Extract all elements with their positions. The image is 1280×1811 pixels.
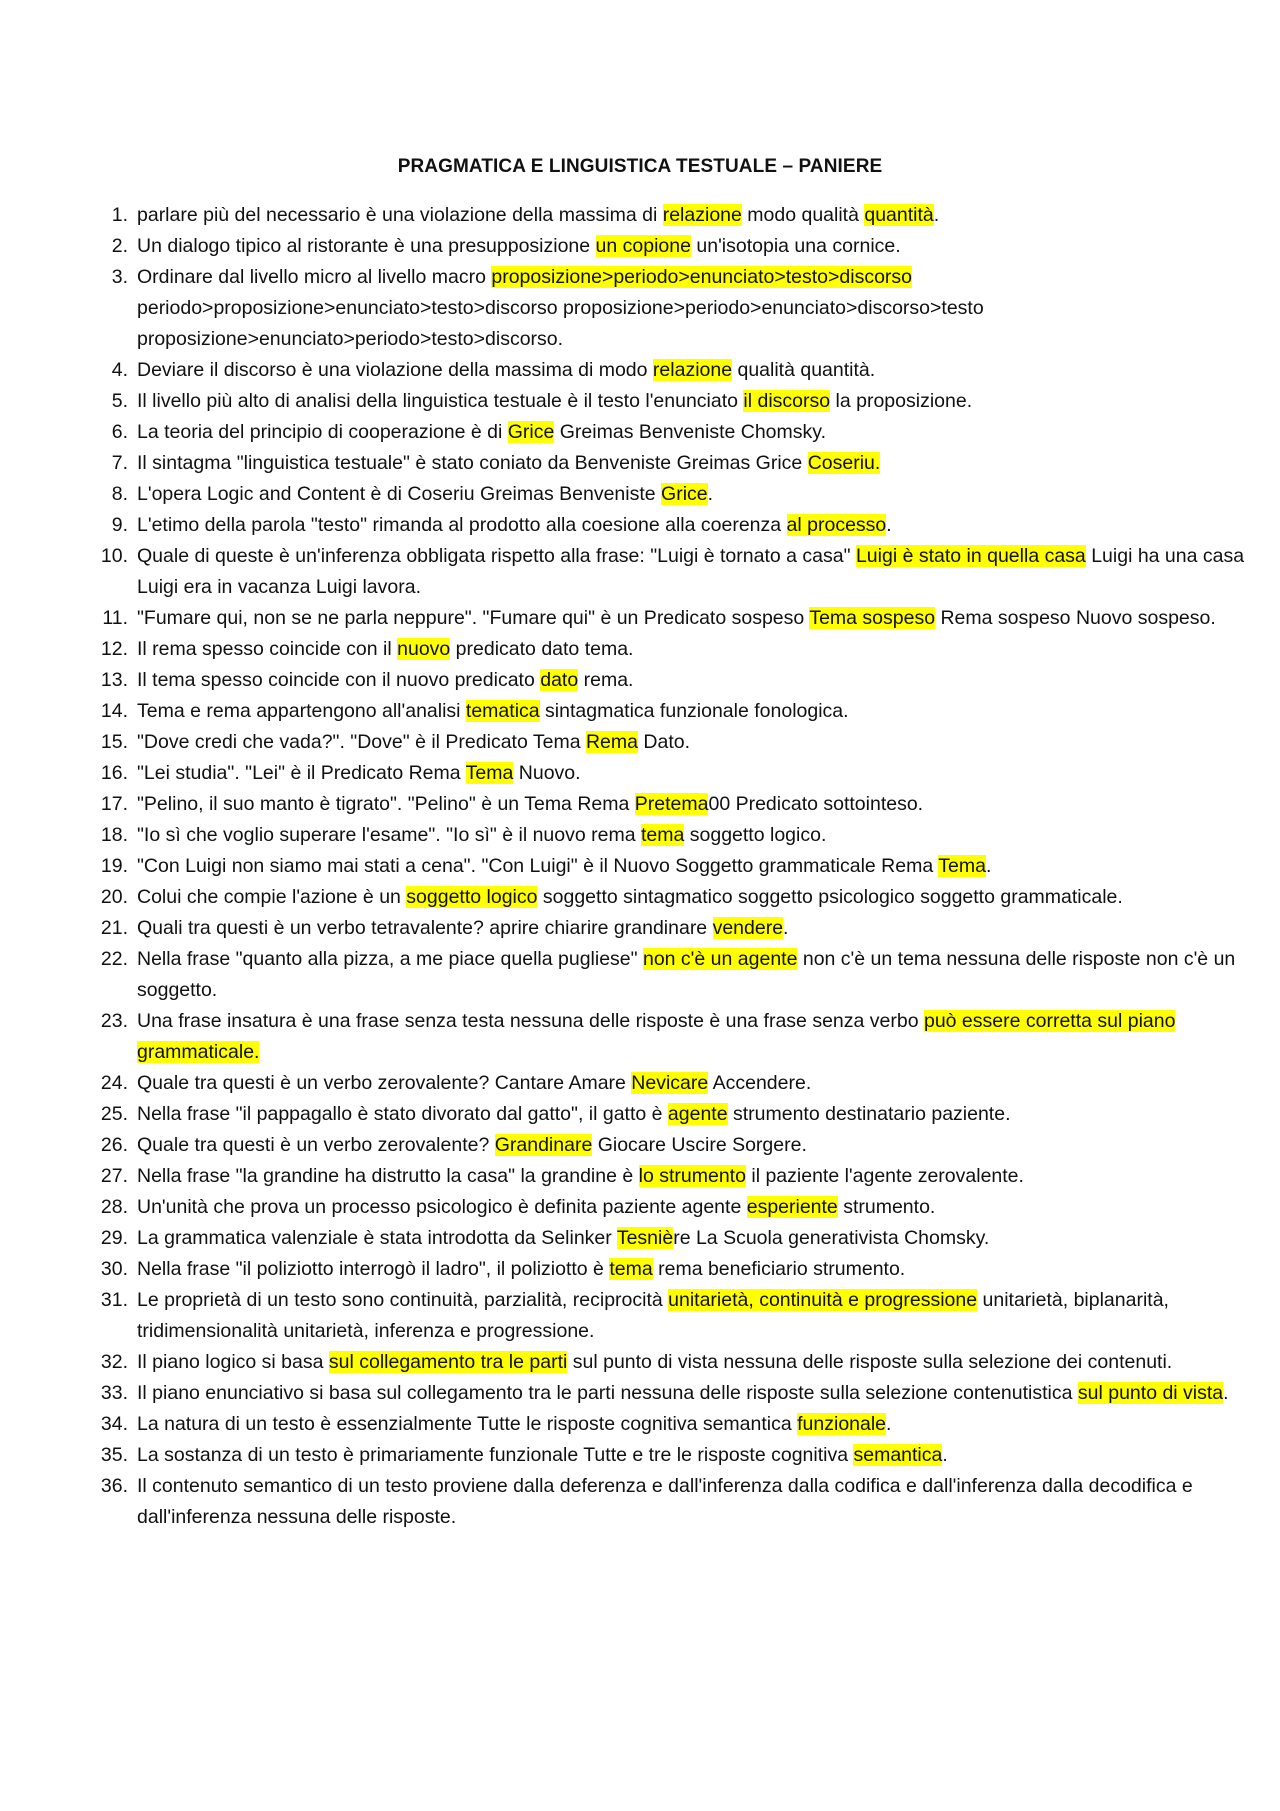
item-text	[137, 235, 901, 257]
highlighted-answer: può essere corretta sul piano grammaticale.	[137, 1010, 1176, 1063]
item-number: 2.	[111, 235, 128, 257]
text-segment: Un'unità che prova un processo psicologico è definita paziente agente	[137, 1196, 747, 1218]
list-item	[88, 882, 1253, 913]
list-item	[88, 541, 1253, 603]
item-number: 12.	[100, 638, 128, 660]
text-segment: Colui che compie l'azione è un	[137, 886, 407, 908]
item-number: 10.	[100, 545, 128, 567]
text-segment: "Lei studia". "Lei" è il Predicato Rema	[137, 762, 466, 784]
highlighted-answer: tema	[640, 824, 685, 846]
text-segment: La grammatica valenziale è stata introdotta da Selinker	[137, 1227, 617, 1249]
text-segment: Tema e rema appartengono all'analisi	[137, 700, 466, 722]
highlighted-answer: dato	[540, 669, 579, 691]
list-item	[88, 1285, 1253, 1347]
text-segment: soggetto logico.	[684, 824, 827, 846]
item-number: 13.	[100, 669, 128, 691]
list-item	[88, 200, 1253, 231]
text-segment: rema.	[578, 669, 634, 691]
text-segment: "Pelino, il suo manto è tigrato". "Pelino" è un Tema Rema	[137, 793, 635, 815]
item-text	[137, 1289, 1169, 1342]
highlighted-answer: nuovo	[397, 638, 451, 660]
list-item	[88, 727, 1253, 758]
list-item	[88, 1409, 1253, 1440]
highlighted-answer: Grice	[661, 483, 708, 505]
text-segment: Quali tra questi è un verbo tetravalente? aprire chiarire grandinare	[137, 917, 713, 939]
highlighted-answer: esperiente	[746, 1196, 838, 1218]
highlighted-answer: unitarietà, continuità e progressione	[668, 1289, 978, 1311]
list-item	[88, 355, 1253, 386]
item-number: 24.	[100, 1072, 128, 1094]
item-number: 17.	[100, 793, 128, 815]
item-text	[137, 204, 939, 226]
item-text	[137, 886, 1123, 908]
text-segment: Il tema spesso coincide con il nuovo predicato	[137, 669, 541, 691]
text-segment: un'isotopia una cornice.	[690, 235, 901, 257]
text-segment: L'etimo della parola "testo" rimanda al prodotto alla coesione alla coerenza	[137, 514, 787, 536]
list-item	[88, 1223, 1253, 1254]
text-segment: Il sintagma "linguistica testuale" è stato coniato da Benveniste Greimas Grice	[137, 452, 808, 474]
list-item	[88, 1440, 1253, 1471]
item-text	[137, 1227, 989, 1249]
item-text	[137, 1258, 905, 1280]
list-item	[88, 1068, 1253, 1099]
list-item	[88, 1347, 1253, 1378]
highlighted-answer: relazione	[652, 359, 733, 381]
highlighted-answer: al processo	[786, 514, 887, 536]
highlighted-answer: Tema	[938, 855, 986, 877]
text-segment: soggetto sintagmatico soggetto psicologico soggetto grammaticale.	[537, 886, 1123, 908]
text-segment: Greimas Benveniste Chomsky.	[554, 421, 826, 443]
text-segment: Le proprietà di un testo sono continuità, parzialità, reciprocità	[137, 1289, 669, 1311]
text-segment: "Con Luigi non siamo mai stati a cena". "Con Luigi" è il Nuovo Soggetto grammaticale Rema	[137, 855, 939, 877]
list-item	[88, 510, 1253, 541]
list-item	[88, 1192, 1253, 1223]
highlighted-answer: sul collegamento tra le parti	[328, 1351, 568, 1373]
item-number: 19.	[100, 855, 128, 877]
item-text	[137, 545, 1244, 598]
item-number: 9.	[111, 514, 128, 536]
item-number: 18.	[100, 824, 128, 846]
text-segment: "Io sì che voglio superare l'esame". "Io sì" è il nuovo rema	[137, 824, 641, 846]
item-text	[137, 452, 880, 474]
question-list	[88, 200, 1253, 1533]
item-text	[137, 1475, 1193, 1528]
item-text	[137, 669, 633, 691]
list-item	[88, 665, 1253, 696]
highlighted-answer: semantica	[853, 1444, 943, 1466]
text-segment: La teoria del principio di cooperazione è di	[137, 421, 508, 443]
highlighted-answer: tematica	[465, 700, 540, 722]
text-segment: "Dove credi che vada?". "Dove" è il Predicato Tema	[137, 731, 586, 753]
text-segment: .	[886, 514, 892, 536]
list-item	[88, 417, 1253, 448]
list-item	[88, 603, 1253, 634]
highlighted-answer: Luigi è stato in quella casa	[855, 545, 1086, 567]
text-segment: Il rema spesso coincide con il	[137, 638, 398, 660]
item-number: 30.	[100, 1258, 128, 1280]
text-segment: L'opera Logic and Content è di Coseriu Greimas Benveniste	[137, 483, 662, 505]
text-segment: unitarietà, biplanarità, tridimensionalità unitarietà, inferenza e progressione.	[137, 1289, 1169, 1342]
highlighted-answer: soggetto logico	[406, 886, 538, 908]
item-text	[137, 1413, 891, 1435]
item-number: 27.	[100, 1165, 128, 1187]
item-number: 25.	[100, 1103, 128, 1125]
list-item	[88, 634, 1253, 665]
list-item	[88, 851, 1253, 882]
item-text	[137, 762, 581, 784]
text-segment: Una frase insatura è una frase senza testa nessuna delle risposte è una frase senza verbo	[137, 1010, 924, 1032]
list-item	[88, 758, 1253, 789]
item-text	[137, 793, 923, 815]
item-text	[137, 1351, 1172, 1373]
text-segment: Nella frase "la grandine ha distrutto la casa" la grandine è	[137, 1165, 639, 1187]
list-item	[88, 262, 1253, 355]
list-item	[88, 448, 1253, 479]
item-number: 22.	[100, 948, 128, 970]
text-segment: .	[707, 483, 714, 505]
text-segment: .	[942, 1444, 948, 1466]
text-segment: 00 Predicato sottointeso.	[708, 793, 924, 815]
list-item	[88, 1161, 1253, 1192]
item-number: 32.	[100, 1351, 128, 1373]
item-text	[137, 1196, 935, 1218]
list-item	[88, 1099, 1253, 1130]
item-text	[137, 824, 826, 846]
list-item	[88, 1006, 1253, 1068]
highlighted-answer: Tema sospeso	[809, 607, 936, 629]
highlighted-answer: vendere	[712, 917, 784, 939]
text-segment: .	[985, 855, 992, 877]
item-number: 29.	[100, 1227, 128, 1249]
item-number: 23.	[100, 1010, 128, 1032]
item-text	[137, 514, 892, 536]
text-segment: .	[783, 917, 789, 939]
highlighted-answer: agente	[667, 1103, 728, 1125]
item-text	[137, 917, 788, 939]
text-segment: Un dialogo tipico al ristorante è una presupposizione	[137, 235, 596, 257]
item-number: 31.	[100, 1289, 128, 1311]
text-segment: Quale tra questi è un verbo zerovalente? Cantare Amare	[137, 1072, 632, 1094]
highlighted-answer: sul punto di vista	[1077, 1382, 1224, 1404]
list-item	[88, 1378, 1253, 1409]
text-segment: "Fumare qui, non se ne parla neppure". "Fumare qui" è un Predicato sospeso	[137, 607, 810, 629]
highlighted-answer: il discorso	[743, 390, 831, 412]
item-text	[137, 1010, 1175, 1063]
item-number: 34.	[100, 1413, 128, 1435]
item-number: 16.	[100, 762, 128, 784]
item-text	[137, 421, 826, 443]
list-item	[88, 696, 1253, 727]
item-number: 11.	[102, 607, 128, 629]
item-text	[137, 1134, 807, 1156]
item-text	[137, 1103, 1011, 1125]
item-text	[137, 483, 713, 505]
highlighted-answer: Rema	[585, 731, 638, 753]
item-number: 28.	[100, 1196, 128, 1218]
text-segment: .	[1223, 1382, 1229, 1404]
list-item	[88, 820, 1253, 851]
highlighted-answer: quantità	[864, 204, 934, 226]
highlighted-answer: Nevicare	[631, 1072, 709, 1094]
highlighted-answer: Tesniè	[616, 1227, 674, 1249]
text-segment: Nella frase "il pappagallo è stato divorato dal gatto", il gatto è	[137, 1103, 668, 1125]
item-text	[137, 731, 690, 753]
item-text	[137, 266, 984, 350]
text-segment: modo qualità	[741, 204, 865, 226]
text-segment: re La Scuola generativista Chomsky.	[673, 1227, 990, 1249]
text-segment: Nuovo.	[513, 762, 581, 784]
item-text	[137, 359, 875, 381]
list-item	[88, 1130, 1253, 1161]
highlighted-answer: Tema	[465, 762, 514, 784]
text-segment: non c'è un tema nessuna delle risposte non c'è un soggetto.	[137, 948, 1236, 1001]
text-segment: La natura di un testo è essenzialmente Tutte le risposte cognitiva semantica	[137, 1413, 798, 1435]
text-segment: Quale di queste è un'inferenza obbligata rispetto alla frase: "Luigi è tornato a casa"	[137, 545, 856, 567]
list-item	[88, 1471, 1253, 1533]
text-segment: sul punto di vista nessuna delle risposte sulla selezione dei contenuti.	[567, 1351, 1173, 1373]
text-segment: Dato.	[638, 731, 691, 753]
text-segment: Ordinare dal livello micro al livello macro	[137, 266, 492, 288]
highlighted-answer: Grandinare	[494, 1134, 593, 1156]
highlighted-answer: relazione	[662, 204, 742, 226]
item-text	[137, 1165, 1024, 1187]
item-text	[137, 700, 849, 722]
text-segment: Luigi ha una casa Luigi era in vacanza Luigi lavora.	[137, 545, 1245, 598]
highlighted-answer: Pretema	[634, 793, 709, 815]
text-segment: Deviare il discorso è una violazione della massima di modo	[137, 359, 653, 381]
item-number: 36.	[100, 1475, 128, 1497]
item-text	[137, 948, 1235, 1001]
list-item	[88, 913, 1253, 944]
text-segment: Il contenuto semantico di un testo proviene dalla deferenza e dall'inferenza dalla codifica e dall'inferenza dalla decodifica e dall'inferenza nessuna delle risposte.	[137, 1475, 1193, 1528]
item-number: 1.	[111, 204, 128, 226]
text-segment: Giocare Uscire Sorgere.	[592, 1134, 807, 1156]
item-number: 14.	[100, 700, 128, 722]
item-number: 20.	[100, 886, 128, 908]
item-number: 8.	[111, 483, 128, 505]
text-segment: Nella frase "il poliziotto interrogò il ladro", il poliziotto è	[137, 1258, 610, 1280]
list-item	[88, 479, 1253, 510]
highlighted-answer: Grice	[507, 421, 555, 443]
item-text	[137, 1072, 811, 1094]
item-number: 4.	[111, 359, 128, 381]
text-segment: .	[886, 1413, 892, 1435]
text-segment: Il piano logico si basa	[137, 1351, 329, 1373]
list-item	[88, 231, 1253, 262]
list-item	[88, 944, 1253, 1006]
text-segment: rema beneficiario strumento.	[652, 1258, 906, 1280]
text-segment: strumento destinatario paziente.	[727, 1103, 1011, 1125]
item-number: 15.	[100, 731, 128, 753]
text-segment: strumento.	[837, 1196, 936, 1218]
text-segment: .	[933, 204, 940, 226]
item-number: 7.	[111, 452, 128, 474]
highlighted-answer: lo strumento	[638, 1165, 746, 1187]
highlighted-answer: non c'è un agente	[642, 948, 798, 970]
text-segment: sintagmatica funzionale fonologica.	[539, 700, 849, 722]
item-number: 26.	[100, 1134, 128, 1156]
item-text	[137, 607, 1216, 629]
highlighted-answer: tema	[609, 1258, 653, 1280]
text-segment: Rema sospeso Nuovo sospeso.	[935, 607, 1216, 629]
text-segment: Nella frase "quanto alla pizza, a me piace quella pugliese"	[137, 948, 643, 970]
text-segment: La sostanza di un testo è primariamente funzionale Tutte e tre le risposte cognitiva	[137, 1444, 854, 1466]
highlighted-answer: Coseriu.	[807, 452, 881, 474]
item-number: 6.	[111, 421, 128, 443]
item-number: 33.	[100, 1382, 128, 1404]
item-number: 3.	[111, 266, 128, 288]
text-segment: qualità quantità.	[732, 359, 876, 381]
item-number: 21.	[100, 917, 128, 939]
text-segment: il paziente l'agente zerovalente.	[745, 1165, 1024, 1187]
document-title: PRAGMATICA E LINGUISTICA TESTUALE – PANIERE	[397, 156, 883, 177]
text-segment: parlare più del necessario è una violazione della massima di	[137, 204, 663, 226]
text-segment: Il livello più alto di analisi della linguistica testuale è il testo l'enunciato	[137, 390, 744, 412]
list-item	[88, 789, 1253, 820]
highlighted-answer: proposizione>periodo>enunciato>testo>discorso	[491, 266, 913, 288]
list-item	[88, 386, 1253, 417]
text-segment: Il piano enunciativo si basa sul collegamento tra le parti nessuna delle risposte sulla selezione contenutistica	[137, 1382, 1078, 1404]
item-text	[137, 855, 991, 877]
highlighted-answer: un copione	[595, 235, 691, 257]
list-item	[88, 1254, 1253, 1285]
text-segment: predicato dato tema.	[450, 638, 634, 660]
highlighted-answer: funzionale	[797, 1413, 887, 1435]
item-text	[137, 1382, 1229, 1404]
item-number: 5.	[111, 390, 128, 412]
item-text	[137, 1444, 948, 1466]
item-number: 35.	[100, 1444, 128, 1466]
text-segment: Accendere.	[708, 1072, 812, 1094]
item-text	[137, 638, 633, 660]
item-text	[137, 390, 972, 412]
text-segment: Quale tra questi è un verbo zerovalente?	[137, 1134, 495, 1156]
text-segment: la proposizione.	[830, 390, 973, 412]
text-segment: periodo>proposizione>enunciato>testo>discorso proposizione>periodo>enunciato>discorso>testo proposizione>enunciato>periodo>testo>discorso.	[137, 297, 984, 350]
